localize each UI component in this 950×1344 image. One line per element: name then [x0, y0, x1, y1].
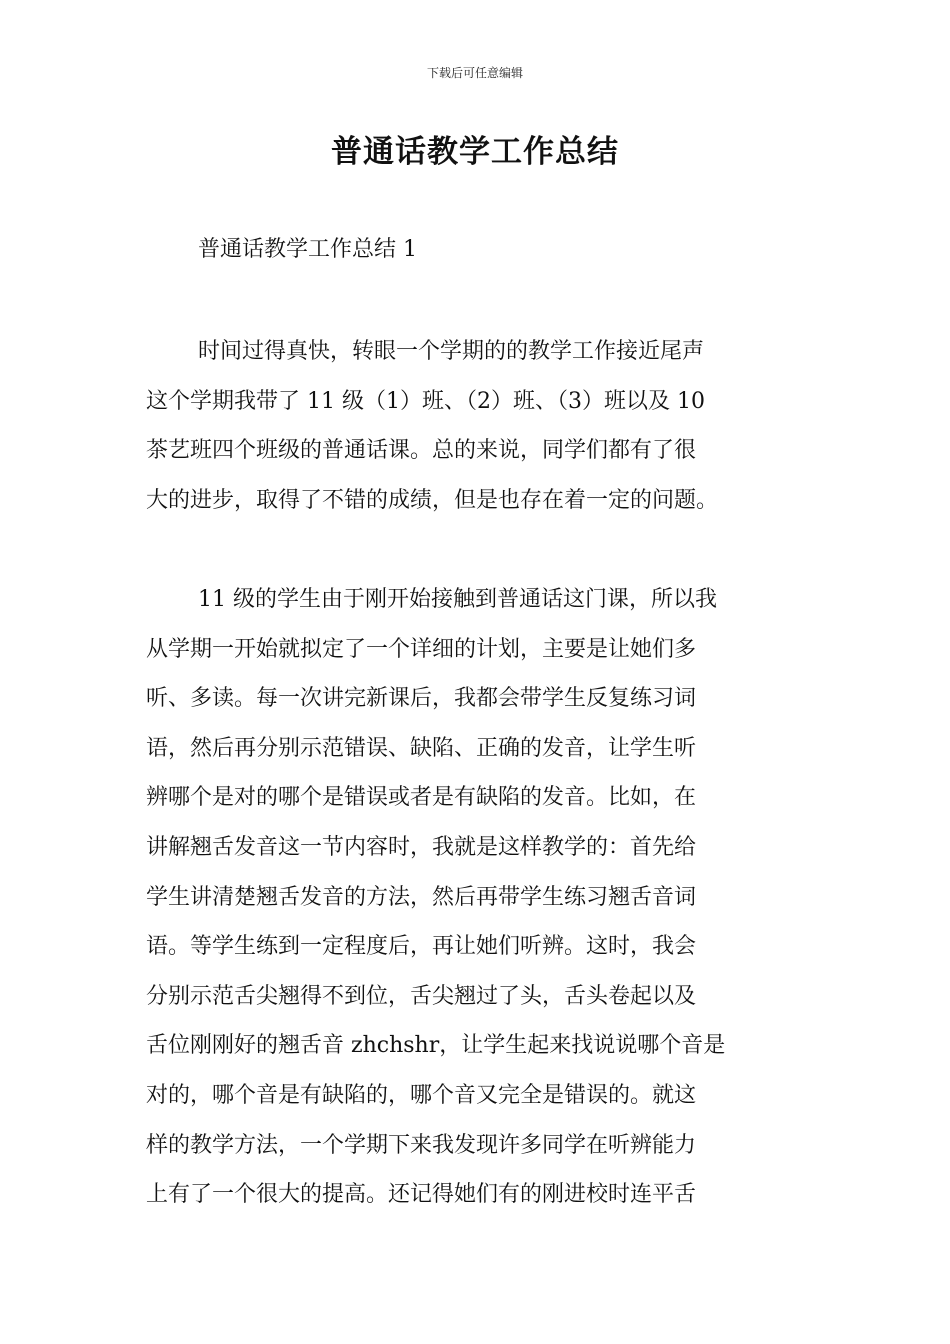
paragraph-1	[146, 327, 816, 525]
paragraph-line: 讲解翘舌发音这一节内容时，我就是这样教学的：首先给	[146, 834, 697, 860]
paragraph-line: 11 级的学生由于刚开始接触到普通话这门课，所以我	[198, 587, 717, 612]
paragraph-line: 上有了一个很大的提高。还记得她们有的刚进校时连平舌	[146, 1182, 697, 1208]
paragraph-line: 语，然后再分别示范错误、缺陷、正确的发音，让学生听	[146, 735, 697, 761]
paragraph-line: 学生讲清楚翘舌发音的方法，然后再带学生练习翘舌音词	[146, 884, 697, 910]
paragraph-line: 分别示范舌尖翘得不到位，舌尖翘过了头，舌头卷起以及	[146, 983, 697, 1009]
paragraph-line: 舌位刚刚好的翘舌音 zhchshr，让学生起来找说说哪个音是	[146, 1033, 726, 1059]
paragraph-line: 时间过得真快，转眼一个学期的的教学工作接近尾声	[198, 339, 705, 364]
paragraph-line: 听、多读。每一次讲完新课后，我都会带学生反复练习词	[146, 686, 697, 712]
paragraph-line: 大的进步，取得了不错的成绩，但是也存在着一定的问题。	[146, 487, 719, 513]
paragraph-line: 辨哪个是对的哪个是错误或者是有缺陷的发音。比如，在	[146, 785, 697, 811]
paragraph-line: 样的教学方法，一个学期下来我发现许多同学在听辨能力	[146, 1132, 697, 1158]
paragraph-2	[146, 575, 816, 1220]
page-header-note: 下载后可任意编辑	[426, 66, 523, 80]
document-subtitle: 普通话教学工作总结 1	[198, 237, 417, 262]
paragraph-line: 对的，哪个音是有缺陷的，哪个音又完全是错误的。就这	[146, 1082, 697, 1108]
paragraph-line: 茶艺班四个班级的普通话课。总的来说，同学们都有了很	[146, 438, 697, 464]
paragraph-line: 语。等学生练到一定程度后，再让她们听辨。这时，我会	[146, 934, 697, 960]
paragraph-line: 从学期一开始就拟定了一个详细的计划，主要是让她们多	[146, 636, 697, 662]
paragraph-line: 这个学期我带了 11 级（1）班、（2）班、（3）班以及 10	[146, 388, 705, 414]
document-title: 普通话教学工作总结	[331, 134, 619, 170]
